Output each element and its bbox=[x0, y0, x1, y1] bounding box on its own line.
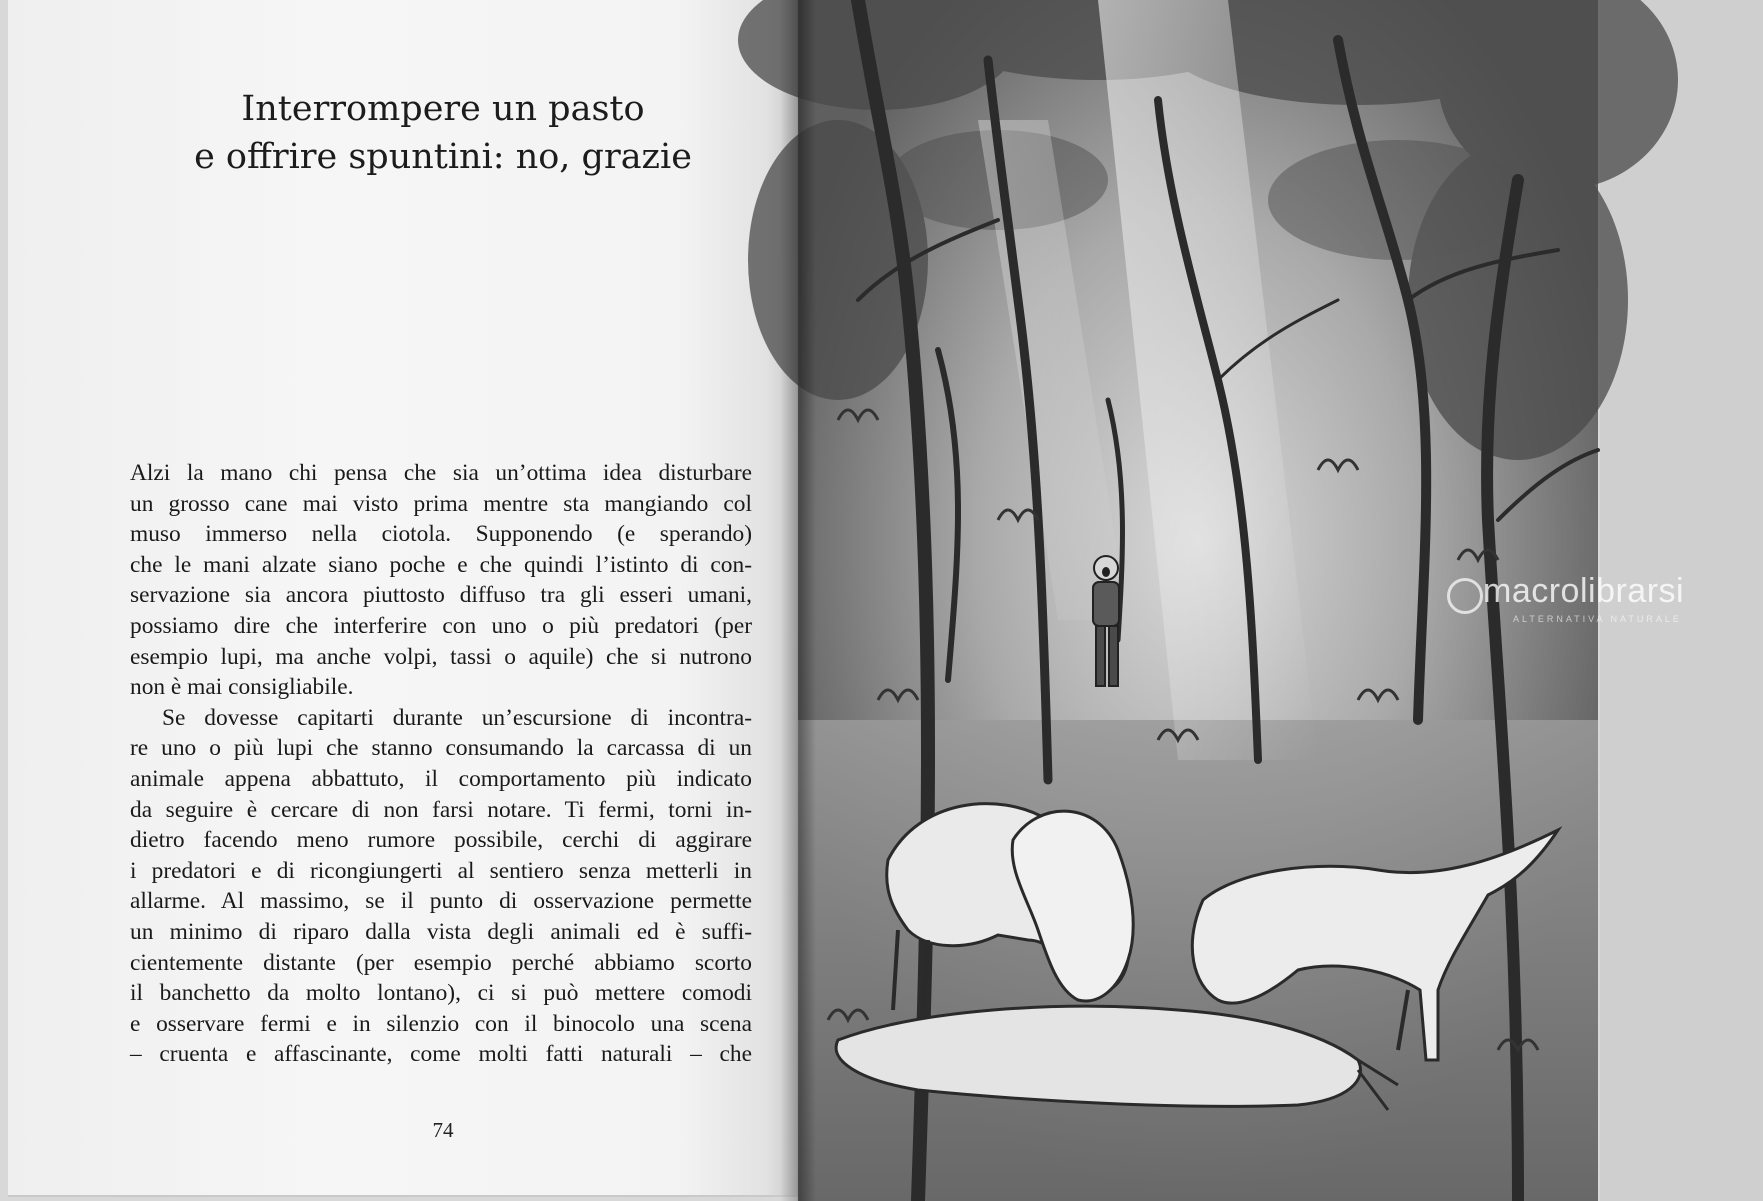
text-line: possiamo dire che interferire con uno o più predatori (per bbox=[130, 612, 752, 639]
text-line: animale appena abbattuto, il comportamento più indicato bbox=[130, 765, 752, 792]
text-line: un grosso cane mai visto prima mentre sta mangiando col bbox=[130, 490, 752, 517]
chapter-title-line-1: Interrompere un pasto bbox=[241, 89, 645, 129]
text-line: e osservare fermi e in silenzio con il binocolo una scena bbox=[130, 1010, 752, 1037]
page-number: 74 bbox=[432, 1118, 454, 1142]
right-page bbox=[798, 0, 1685, 1201]
body-text bbox=[130, 458, 752, 1070]
text-line: dietro facendo meno rumore possibile, cerchi di aggirare bbox=[130, 827, 752, 854]
text-line: Alzi la mano chi pensa che sia un’ottima idea disturbare bbox=[130, 460, 752, 486]
text-line: non è mai consigliabile. bbox=[130, 674, 354, 701]
text-line: un minimo di riparo dalla vista degli animali ed è suffi- bbox=[130, 918, 752, 945]
text-line: da seguire è cercare di non farsi notare. Ti fermi, torni in- bbox=[130, 796, 752, 823]
chapter-title-line-2: e offrire spuntini: no, grazie bbox=[194, 137, 692, 177]
chapter-title bbox=[138, 85, 748, 181]
text-line: Se dovesse capitarti durante un’escursione di incontra- bbox=[162, 704, 752, 731]
watermark-logo-icon bbox=[1447, 578, 1483, 614]
text-line: muso immerso nella ciotola. Supponendo (e sperando) bbox=[130, 521, 752, 548]
text-line: cientemente distante (per esempio perché abbiamo scorto bbox=[130, 949, 752, 976]
text-line: che le mani alzate siano poche e che quindi l’istinto di con- bbox=[130, 551, 752, 578]
hiker-figure bbox=[1093, 556, 1119, 686]
book-gutter-shadow bbox=[780, 0, 816, 1201]
text-line: servazione sia ancora piuttosto diffuso tra gli esseri umani, bbox=[130, 582, 752, 609]
left-page bbox=[8, 0, 798, 1195]
text-line: allarme. Al massimo, se il punto di osservazione permette bbox=[130, 888, 752, 915]
watermark-brand: macrolibrarsi bbox=[1483, 572, 1685, 610]
text-line: esempio lupi, ma anche volpi, tassi o aquile) che si nutrono bbox=[130, 643, 752, 670]
paragraph-2 bbox=[130, 703, 752, 1070]
watermark bbox=[1443, 572, 1763, 632]
text-line: – cruenta e affascinante, come molti fatti naturali – che bbox=[130, 1041, 752, 1068]
watermark-tagline: ALTERNATIVA NATURALE bbox=[1513, 614, 1682, 624]
text-line: i predatori e di ricongiungerti al sentiero senza metterli in bbox=[130, 857, 752, 884]
text-line: il banchetto da molto lontano), ci si può mettere comodi bbox=[130, 980, 752, 1007]
text-line: re uno o più lupi che stanno consumando la carcassa di un bbox=[130, 735, 752, 762]
paragraph-1 bbox=[130, 458, 752, 703]
